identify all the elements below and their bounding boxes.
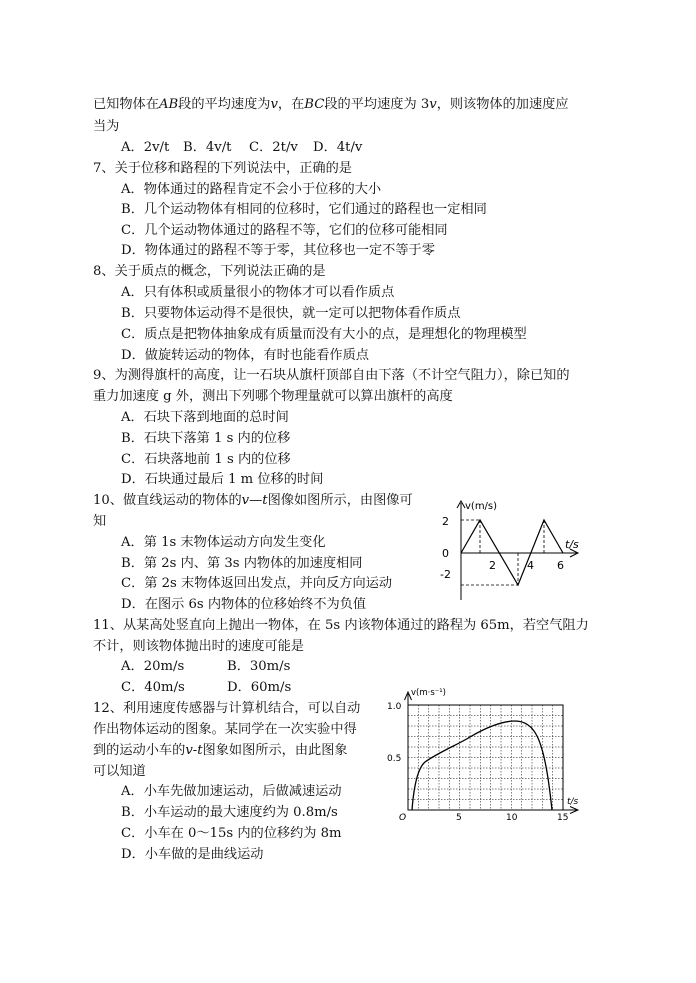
q7-option-b: B．几个运动物体有相同的位移时，它们通过的路程也一定相同 — [121, 202, 487, 217]
q12-option-a: A．小车先做加速运动，后做减速运动 — [121, 784, 342, 799]
q10-option-c: C．第 2s 末物体返回出发点，并向反方向运动 — [121, 576, 393, 591]
q12-stem-line-2: 作出物体运动的图象。某同学在一次实验中得 — [93, 722, 357, 737]
q11-option-c: C．40m/s — [121, 680, 185, 695]
q10-xtick-6: 6 — [557, 559, 564, 572]
q12-stem-line-4: 可以知道 — [93, 764, 146, 779]
q10-ytick-0: 0 — [442, 547, 449, 560]
q8-option-c: C．质点是把物体抽象成有质量而没有大小的点，是理想化的物理模型 — [121, 327, 527, 342]
q9-option-d: D．石块通过最后 1 m 位移的时间 — [121, 472, 324, 487]
q12-option-d: D．小车做的是曲线运动 — [121, 847, 264, 862]
q11-options-row-2 — [121, 678, 291, 698]
q12-stem-line-3: 到的运动小车的v-t图象如图所示，由此图象 — [93, 743, 348, 758]
intro-line-2: 当为 — [93, 119, 120, 134]
q9-stem-line-2: 重力加速度 g 外，测出下列哪个物理量就可以算出旗杆的高度 — [93, 389, 453, 404]
q10-xtick-2: 2 — [489, 559, 496, 572]
q12-ylabel: v(m·s⁻¹) — [411, 688, 446, 698]
option-c: C．2t/v — [249, 140, 298, 155]
q12-option-c: C．小车在 0～15s 内的位移约为 8m — [121, 826, 342, 841]
q10-option-b: B．第 2s 内、第 3s 内物体的加速度相同 — [121, 556, 363, 571]
q12-xtick-5: 5 — [456, 813, 462, 823]
q7-option-c: C．几个运动物体通过的路程不等，它们的位移可能相同 — [121, 223, 448, 238]
q11-option-b: B．30m/s — [227, 659, 291, 674]
q8-stem: 8、关于质点的概念，下列说法正确的是 — [93, 264, 326, 279]
q10-xtick-4: 4 — [527, 559, 534, 572]
q12-vt-graph — [385, 684, 585, 824]
q9-stem-line-1: 9、为测得旗杆的高度，让一石块从旗杆顶部自由下落（不计空气阻力），除已知的 — [93, 368, 570, 383]
q12-velocity-curve — [412, 721, 552, 810]
q11-stem-line-2: 不计，则该物体抛出时的速度可能是 — [93, 639, 304, 654]
q10-stem-line-1: 10、做直线运动的物体的v—t图像如图所示，由图像可 — [93, 493, 413, 508]
q10-option-a: A．第 1s 末物体运动方向发生变化 — [121, 535, 326, 550]
q11-option-a: A．20m/s — [121, 659, 185, 674]
q10-vt-graph — [425, 495, 585, 607]
q12-stem-line-1: 12、利用速度传感器与计算机结合，可以自动 — [93, 701, 361, 716]
q11-stem-line-1: 11、从某高处竖直向上抛出一物体，在 5s 内该物体通过的路程为 65m，若空气阻力 — [93, 618, 589, 633]
q12-xtick-10: 10 — [506, 813, 518, 823]
q8-option-a: A．只有体积或质量很小的物体才可以看作质点 — [121, 285, 395, 300]
q11-option-d: D．60m/s — [227, 680, 292, 695]
intro-line-1: 已知物体在AB段的平均速度为v，在BC段的平均速度为 3v，则该物体的加速度应 — [93, 97, 569, 112]
q10-stem-line-2: 知 — [93, 514, 107, 529]
q12-origin-label: O — [399, 813, 407, 823]
option-b: B．4v/t — [183, 140, 232, 155]
q10-ylabel: v(m/s) — [465, 501, 498, 512]
q12-ytick-05: 0.5 — [387, 754, 402, 764]
option-a: A．2v/t — [121, 140, 170, 155]
q12-xtick-15: 15 — [557, 813, 569, 823]
q10-ytick-2: 2 — [442, 515, 449, 528]
intro-options — [121, 138, 362, 158]
q9-option-b: B．石块下落第 1 s 内的位移 — [121, 431, 291, 446]
q11-options-row-1 — [121, 657, 290, 677]
q7-option-a: A．物体通过的路程肯定不会小于位移的大小 — [121, 182, 382, 197]
q12-option-b: B．小车运动的最大速度约为 0.8m/s — [121, 805, 338, 820]
q12-ytick-1: 1.0 — [387, 702, 402, 712]
q9-option-a: A．石块下落到地面的总时间 — [121, 410, 289, 425]
q9-option-c: C．石块落地前 1 s 内的位移 — [121, 452, 291, 467]
q7-option-d: D．物体通过的路程不等于零，其位移也一定不等于零 — [121, 243, 435, 258]
option-d: D．4t/v — [313, 140, 363, 155]
q10-option-d: D．在图示 6s 内物体的位移始终不为负值 — [121, 597, 367, 612]
q12-xlabel: t/s — [567, 797, 579, 807]
q8-option-b: B．只要物体运动得不是很快，就一定可以把物体看作质点 — [121, 306, 461, 321]
q10-xlabel: t/s — [565, 538, 579, 551]
q10-ytick-m2: -2 — [440, 568, 451, 581]
q7-stem: 7、关于位移和路程的下列说法中，正确的是 — [93, 161, 352, 176]
q8-option-d: D．做旋转运动的物体，有时也能看作质点 — [121, 348, 369, 363]
